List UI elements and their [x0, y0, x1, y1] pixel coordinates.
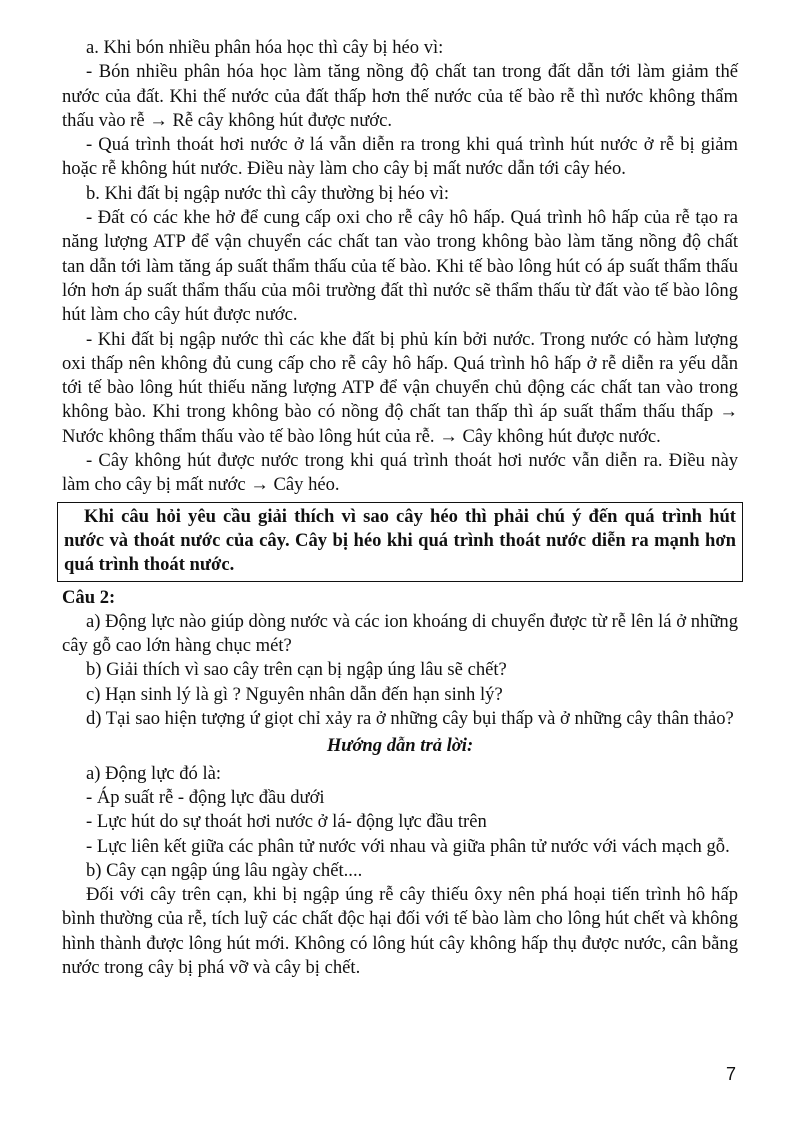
question-2-d: d) Tại sao hiện tượng ứ giọt chỉ xảy ra ở những cây bụi thấp và ở những cây thân thảo? [86, 708, 734, 730]
part-b-paragraph-2: - Khi đất bị ngập nước thì các khe đất bị phủ kín bởi nước. Trong nước có hàm lượng oxi thấp nên không đủ cung cấp cho rễ cây hô hấp. Quá trình hô hấp ở rễ diễn ra yếu dẫn tới tế bào lông hút thiếu năng lượng ATP để vận chuyển chủ động các chất tan vào trong không bào. Khi trong không bào có nồng độ chất tan thấp thì áp suất thẩm thấu thấp → Nước không thẩm thấu vào tế bào lông hút của rễ. → Cây không hút được nước. [62, 328, 738, 447]
part-b-paragraph-3: - Cây không hút được nước trong khi quá trình thoát hơi nước vẫn diễn ra. Điều này làm cho cây bị mất nước → Cây héo. [62, 450, 738, 496]
answer-b-body: Đối với cây trên cạn, khi bị ngập úng rễ cây thiếu ôxy nên phá hoại tiến trình hô hấp bình thường của rễ, tích luỹ các chất độc hại đối với tế bào làm cho lông hút chết và không hình thành được lông hút mới. Không có lông hút cây không hấp thụ được nước, cân bằng nước trong cây bị phá vỡ và cây bị chết. [62, 884, 738, 978]
question-2-c: c) Hạn sinh lý là gì ? Nguyên nhân dẫn đến hạn sinh lý? [86, 683, 503, 705]
part-a-paragraph-1: - Bón nhiều phân hóa học làm tăng nồng độ chất tan trong đất dẫn tới làm giảm thế nước của đất. Khi thế nước của đất thấp hơn thế nước của tế bào rễ thì nước không thẩm thấu vào rễ → Rễ cây không hút được nước. [62, 61, 738, 131]
page-number: 7 [726, 1064, 737, 1084]
part-b-paragraph-1: - Đất có các khe hở để cung cấp oxi cho rễ cây hô hấp. Quá trình hô hấp của rễ tạo ra năng lượng ATP để vận chuyển các chất tan vào trong không bào làm tăng nồng độ chất tan dẫn tới làm tăng áp suất thẩm thấu của tế bào. Khi tế bào lông hút có áp suất thẩm thấu lớn hơn áp suất thẩm thấu của môi trường đất thì nước sẽ thẩm thấu từ đất vào tế bào lông hút làm cho cây hút được nước. [62, 207, 738, 326]
answer-b-heading: b) Cây cạn ngập úng lâu ngày chết.... [86, 859, 363, 881]
part-b-heading: b. Khi đất bị ngập nước thì cây thường bị héo vì: [86, 182, 450, 204]
part-a-paragraph-2: - Quá trình thoát hơi nước ở lá vẫn diễn ra trong khi quá trình hút nước ở rễ bị giảm hoặc rễ không hút nước. Điều này làm cho cây bị mất nước dẫn tới cây héo. [62, 134, 738, 180]
question-2-a: a) Động lực nào giúp dòng nước và các ion khoáng di chuyển được từ rễ lên lá ở những cây gỗ cao lớn hàng chục mét? [62, 610, 738, 657]
question-2-title: Câu 2: [62, 586, 116, 608]
answer-a-heading: a) Động lực đó là: [86, 762, 222, 784]
part-a-heading: a. Khi bón nhiều phân hóa học thì cây bị héo vì: [86, 37, 444, 58]
answer-guide-title: Hướng dẫn trả lời: [326, 735, 474, 757]
note-text: Khi câu hỏi yêu cầu giải thích vì sao cây héo thì phải chú ý đến quá trình hút nước và thoát nước của cây. Cây bị héo khi quá trình thoát nước diễn ra mạnh hơn quá trình thoát nước. [64, 505, 736, 576]
answer-a-item-3: - Lực liên kết giữa các phân tử nước với nhau và giữa phân tử nước với vách mạch gỗ. [86, 835, 730, 857]
answer-a-item-1: - Áp suất rễ - động lực đầu dưới [86, 786, 325, 808]
question-2-b: b) Giải thích vì sao cây trên cạn bị ngập úng lâu sẽ chết? [86, 659, 507, 681]
note-box [57, 502, 743, 582]
answer-a-item-2: - Lực hút do sự thoát hơi nước ở lá- động lực đầu trên [86, 811, 487, 833]
